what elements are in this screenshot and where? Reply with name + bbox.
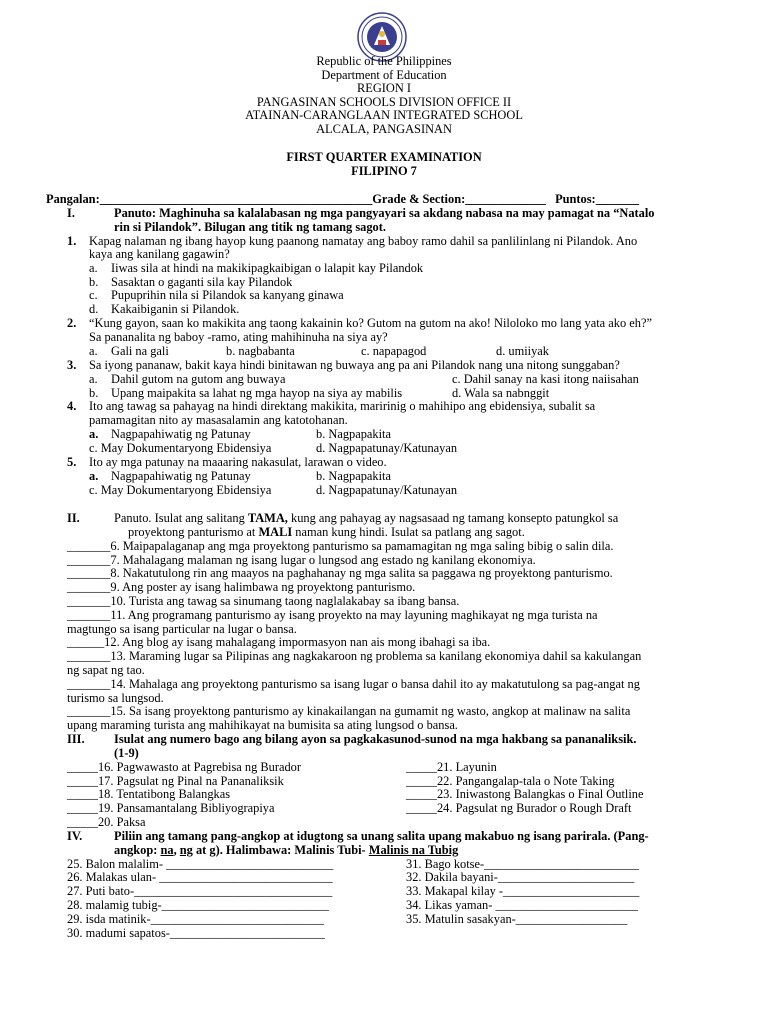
score-label: Puntos: (555, 192, 596, 206)
q5-stem: 5. Ito ay mga patunay na maaaring nakasulat, larawan o video. (67, 455, 387, 469)
q3-option-c[interactable]: c. Dahil sanay na kasi itong naiisahan (452, 372, 639, 386)
q4-option-d[interactable]: d. Nagpapatunay/Katunayan (316, 441, 458, 455)
q3-option-d[interactable]: d. Wala sa nabnggit (452, 386, 550, 400)
q1-option-d[interactable]: d. Kakaibiganin si Pilandok. (89, 302, 240, 316)
q4-stem-2: pamamagitan nito ay masasalamin ang katotohanan. (89, 413, 348, 427)
part1-roman: I. (67, 206, 75, 220)
q2-stem-2: Sa pananalita ng baboy -ramo, ating mahihinuha na siya ay? (89, 330, 388, 344)
header-school: ATAINAN-CARANGLAAN INTEGRATED SCHOOL (245, 108, 523, 122)
exam-subject: FILIPINO 7 (351, 164, 417, 178)
part4-item-30[interactable]: 30. madumi sapatos-_________________________ (67, 926, 325, 940)
q4-option-c[interactable]: c. May Dokumentaryong Ebidensiya (89, 441, 272, 455)
header-region: REGION I (356, 81, 412, 95)
part2-instruction-1: Panuto. Isulat ang salitang TAMA, kung ang pahayag ay nagsasaad ng tamang konsepto patungkol sa (114, 511, 619, 525)
part2-item-11-cont: magtungo sa isang particular na lugar o bansa. (67, 622, 297, 636)
part2-item-14-cont: turismo sa lungsod. (67, 691, 164, 705)
info-line (46, 192, 639, 206)
score-field[interactable]: _______ (595, 192, 640, 206)
part4-instruction-2: angkop: na, ng at g). Halimbawa: Malinis Tubi- Malinis na Tubig (114, 843, 459, 857)
part2-item-14[interactable]: _______14. Mahalaga ang proyektong panturismo sa isang lugar o bansa dahil ito ay makatutulong sa pag-angat ng (67, 677, 640, 691)
part3-roman: III. (67, 732, 85, 746)
grade-label: Grade & Section: (372, 192, 466, 206)
name-label: Pangalan: (46, 192, 100, 206)
part2-item-9[interactable]: _______9. Ang poster ay isang halimbawa ng proyektong panturismo. (67, 580, 416, 594)
header-location: ALCALA, PANGASINAN (316, 122, 452, 136)
part3-item-19[interactable]: _____19. Pansamantalang Bibliyograpiya (67, 801, 275, 815)
part3-item-18[interactable]: _____18. Tentatibong Balangkas (67, 787, 231, 801)
part3-item-20[interactable]: _____20. Paksa (67, 815, 146, 829)
part2-item-15-cont: upang maraming turista ang mahihikayat na bumisita sa ating lungsod o bansa. (67, 718, 458, 732)
part2-item-7[interactable]: _______7. Mahalagang malaman ng isang lugar o lungsod ang estado ng kanilang ekonomiya. (67, 553, 536, 567)
part2-item-12[interactable]: ______12. Ang blog ay isang mahalagang impormasyon nan ais mong ibahagi sa iba. (67, 635, 491, 649)
name-field[interactable]: ____________________________________________ (99, 192, 373, 206)
header-department: Department of Education (321, 68, 447, 82)
q5-option-c[interactable]: c. May Dokumentaryong Ebidensiya (89, 483, 272, 497)
part4-roman: IV. (67, 829, 83, 843)
part4-item-25[interactable]: 25. Balon malalim- ___________________________ (67, 857, 334, 871)
q5-option-b[interactable]: b. Nagpapakita (316, 469, 392, 483)
part4-item-33[interactable]: 33. Makapal kilay -______________________ (406, 884, 640, 898)
part4-item-26[interactable]: 26. Malakas ulan- ____________________________ (67, 870, 333, 884)
part4-item-34[interactable]: 34. Likas yaman- _______________________ (406, 898, 638, 912)
q3-option-b[interactable]: b. Upang maipakita sa lahat ng mga hayop na siya ay mabilis (89, 386, 403, 400)
q2-option-b[interactable]: b. nagbabanta (226, 344, 295, 358)
part4-item-31[interactable]: 31. Bago kotse-_________________________ (406, 857, 640, 871)
part3-item-23[interactable]: _____23. Iniwastong Balangkas o Final Outline (406, 787, 644, 801)
q5-option-d[interactable]: d. Nagpapatunay/Katunayan (316, 483, 458, 497)
part3-item-22[interactable]: _____22. Pangangalap-tala o Note Taking (406, 774, 615, 788)
exam-title: FIRST QUARTER EXAMINATION (286, 150, 482, 164)
q2-option-d[interactable]: d. umiiyak (496, 344, 549, 358)
part2-item-13-cont: ng sapat ng tao. (67, 663, 145, 677)
part4-item-28[interactable]: 28. malamig tubig-___________________________ (67, 898, 329, 912)
part3-instruction-1: Isulat ang numero bago ang bilang ayon sa pagkakasunod-sunod na mga hakbang sa pananaliksik. (114, 732, 637, 746)
q1-stem: 1. Kapag nalaman ng ibang hayop kung paanong namatay ang baboy ramo dahil sa panlilinlang ni Pilandok. Ano (67, 234, 638, 248)
q2-option-a[interactable]: a. Gali na gali (89, 344, 169, 358)
q4-option-a[interactable]: a. Nagpapahiwatig ng Patunay (89, 427, 251, 441)
part1-instruction-2: rin si Pilandok”. Bilugan ang titik ng tamang sagot. (114, 220, 386, 234)
q1-stem-2: kaya ang kanilang gagawin? (89, 247, 230, 261)
part4-item-27[interactable]: 27. Puti bato-________________________________ (67, 884, 333, 898)
grade-field[interactable]: _____________ (465, 192, 546, 206)
part2-roman: II. (67, 511, 80, 525)
q4-stem: 4. Ito ang tawag sa pahayag na hindi direktang makikita, maririnig o mahihipo ang ebidensiya, subalit sa (67, 399, 596, 413)
part4-item-35[interactable]: 35. Matulin sasakyan-__________________ (406, 912, 628, 926)
part3-item-16[interactable]: _____16. Pagwawasto at Pagrebisa ng Burador (67, 760, 302, 774)
part4-instruction-1: Piliin ang tamang pang-angkop at idugtong sa unang salita upang makabuo ng isang parirala. (Pang- (114, 829, 649, 843)
q1-option-c[interactable]: c. Pupuprihin nila si Pilandok sa kanyang ginawa (89, 288, 344, 302)
q3-stem: 3. Sa iyong pananaw, bakit kaya hindi binitawan ng buwaya ang pa ani Pilandok nang una nitong sunggaban? (67, 358, 620, 372)
q1-option-a[interactable]: a. Iiwas sila at hindi na makikipagkaibigan o lalapit kay Pilandok (89, 261, 424, 275)
part2-item-8[interactable]: _______8. Nakatutulong rin ang maayos na paghahanay ng mga salita sa paggawa ng proyektong panturismo. (67, 566, 613, 580)
part3-item-24[interactable]: _____24. Pagsulat ng Burador o Rough Draft (406, 801, 632, 815)
part3-item-21[interactable]: _____21. Layunin (406, 760, 497, 774)
part4-item-29[interactable]: 29. isda matinik-____________________________ (67, 912, 325, 926)
q1-option-b[interactable]: b. Sasaktan o gaganti sila kay Pilandok (89, 275, 293, 289)
header-division: PANGASINAN SCHOOLS DIVISION OFFICE II (256, 95, 512, 109)
part2-instruction-2: proyektong panturismo at MALI naman kung hindi. Isulat sa patlang ang sagot. (128, 525, 525, 539)
q3-option-a[interactable]: a. Dahil gutom na gutom ang buwaya (89, 372, 286, 386)
part2-item-6[interactable]: _______6. Maipapalaganap ang mga proyektong panturismo sa pamamagitan ng mga saling bibig o salin dila. (67, 539, 614, 553)
part3-item-17[interactable]: _____17. Pagsulat ng Pinal na Pananaliksik (67, 774, 284, 788)
q2-stem: 2. “Kung gayon, saan ko makikita ang taong kakainin ko? Gutom na gutom na ako! Niloloko mo lang yata ako eh?” (67, 316, 652, 330)
q5-option-a[interactable]: a. Nagpapahiwatig ng Patunay (89, 469, 251, 483)
q4-option-b[interactable]: b. Nagpapakita (316, 427, 392, 441)
q2-option-c[interactable]: c. napapagod (361, 344, 427, 358)
part4-item-32[interactable]: 32. Dakila bayani-______________________ (406, 870, 635, 884)
part2-item-11[interactable]: _______11. Ang programang panturismo ay isang proyekto na may layuning maghikayat ng mga turista na (67, 608, 598, 622)
part2-item-10[interactable]: _______10. Turista ang tawag sa sinumang taong naglalakabay sa ibang bansa. (67, 594, 460, 608)
part2-item-13[interactable]: _______13. Maraming lugar sa Pilipinas ang nagkakaroon ng problema sa kanilang ekonomiya dahil sa kakulangan (67, 649, 642, 663)
part1-instruction-1: Panuto: Maghinuha sa kalalabasan ng mga pangyayari sa akdang nabasa na may pamagat na “Natalo (114, 206, 655, 220)
header-republic: Republic of the Philippines (316, 54, 452, 68)
part2-item-15[interactable]: _______15. Sa isang proyektong panturismo ay kinakailangan na gumamit ng wasto, angkop at malinaw na salita (67, 704, 631, 718)
part3-instruction-2: (1-9) (114, 746, 139, 760)
